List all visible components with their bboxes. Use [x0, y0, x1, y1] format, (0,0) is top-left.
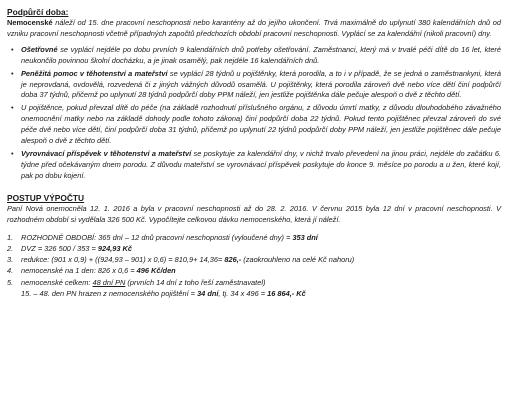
step-result: 924,93 Kč [97, 243, 132, 253]
list-item [7, 149, 501, 182]
calc-step [7, 265, 501, 276]
step-result: 826,- [224, 255, 242, 265]
list-item [7, 69, 501, 102]
step-number: 1. [7, 232, 14, 242]
list-item [7, 103, 501, 147]
step-number: 5. [7, 277, 14, 287]
benefit-text: U pojištěnce, pokud převzal dítě do péče (na základě rozhodnutí příslušného orgánu, z důvodu úmrtí matky, z důvodu dlouhodobého závažného onemocnění matky nebo na základě dohody podle tohoto zákona) činí podpůrčí doba 22 týdnů. Pokud tento pojištěnec převzal zároveň do své péče dvě nebo více dětí, činí podpůrčí doba 31 týdnů, přičemž po uplynutí 22 týdnů podpůrčí doby PPM náleží, jen jestliže pojištěnec dále pečuje alespoň o dvě z těchto dětí. [21, 103, 501, 146]
step-result-total: 16 864,- Kč [267, 288, 306, 298]
benefit-term: Peněžitá pomoc v těhotenství a mateřství [21, 68, 168, 78]
section-heading-postup-vypoctu: POSTUP VÝPOČTU [7, 192, 85, 203]
calc-step [7, 288, 501, 299]
bullet-icon: • [11, 103, 14, 113]
calc-step [7, 232, 501, 243]
calc-step [7, 243, 501, 254]
step-result: 496 Kč/den [136, 266, 176, 276]
bullet-icon: • [11, 68, 14, 78]
bullet-icon: • [11, 44, 14, 54]
step-text: nemocenské na 1 den: 826 x 0,6 = [21, 266, 137, 276]
section-heading-podpurci-doba: Podpůrčí doba: [7, 7, 69, 17]
step-text: , tj. 34 x 496 = [218, 288, 268, 298]
step-number: 4. [7, 266, 14, 276]
step-text: 15. – 48. den PN hrazen z nemocenského pojištění = [21, 288, 198, 298]
benefit-term: Vyrovnávací příspěvek v těhotenství a mateřství [21, 148, 192, 158]
step-text: nemocenské celkem: [21, 277, 93, 287]
podpurci-doba-text: náleží od 15. dne pracovní neschopnosti nebo karantény až do jejího ukončení. Trvá maximálně do uplynutí 380 kalendářních dnů od vzniku pracovní neschopnosti včetně případných započtů předchozích období pracovní neschopnosti. Vyplácí se za kalendářní (nikoli pracovní) dny. [7, 18, 501, 38]
calc-step [7, 277, 501, 288]
bullet-icon: • [11, 148, 14, 158]
calc-step [7, 254, 501, 265]
step-number: 3. [7, 255, 14, 265]
step-note: (prvních 14 dní z toho řeší zaměstnavatel) [125, 277, 266, 287]
task-paragraph: Paní Nová onemocněla 12. 1. 2016 a byla v pracovní neschopnosti až do 28. 2. 2016. V červnu 2015 byla 12 dní v pracovní neschopnosti. V rozhodném období si vydělala 326 500 Kč. Vypočítejte celkovou dávku nemocenského, která jí náleží. [7, 203, 501, 224]
benefit-text: se poskytuje za kalendářní dny, v nichž trvalo převedení na jinou práci, nejdéle do začátku 6. týdne před očekávaným dnem porodu. Z důvodu mateřství se vyrovnávací příspěvek poskytuje do konce 9. měsíce po porodu a u žen, které kojí, pak po dobu kojení. [21, 148, 501, 180]
document-page [7, 6, 501, 299]
calculation-steps [7, 232, 501, 300]
podpurci-doba-paragraph [7, 18, 501, 40]
step-result: 353 dní [292, 232, 318, 242]
step-underlined: 48 dní PN [92, 277, 126, 287]
step-text: ROZHODNÉ OBDOBÍ: 365 dní – 12 dnů pracovní neschopnosti (vyloučené dny) = [21, 232, 293, 242]
step-text: DVZ = 326 500 / 353 = [21, 243, 98, 253]
benefit-term: Ošetřovné [21, 44, 58, 54]
step-number: 2. [7, 243, 14, 253]
benefit-text: se vyplácí nejdéle po dobu prvních 9 kalendářních dnů potřeby ošetřování. Zaměstnanci, který má v trvalé péči dítě do 16 let, které neukončilo povinnou školní docházku, a je jinak osamělý, pak nejdéle 16 kalendářních dnů. [21, 44, 501, 65]
step-text: redukce: (901 x 0,9) + ((924,93 – 901) x 0,6) = 810,9+ 14,36= [21, 255, 225, 265]
benefit-list [7, 45, 501, 182]
benefit-text: se vyplácí 28 týdnů u pojištěnky, která porodila, a to i v případě, že se jedná o zaměstnankyni, která je neprovdaná, ovdovělá, rozvedená či z jiných vážných důvodů osamělá. U pojištěnky, která porodila zároveň dvě nebo více dětí činí podpůrčí doba 37 týdnů, přičemž po uplynutí 28 týdnů podpůrčí doby PPM náleží, jen jestliže pojištěnka dále pečuje alespoň o dvě z těchto dětí. [21, 68, 502, 100]
step-result: 34 dní [197, 288, 219, 298]
nemocenske-term: Nemocenské [7, 18, 53, 27]
list-item [7, 45, 501, 67]
step-note: (zaokrouhleno na celé Kč nahoru) [241, 255, 355, 265]
